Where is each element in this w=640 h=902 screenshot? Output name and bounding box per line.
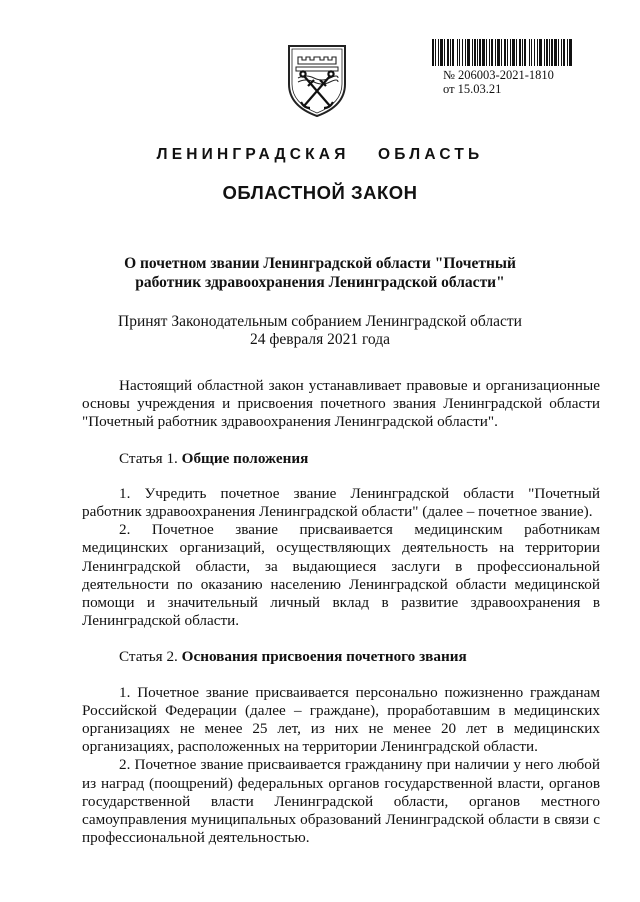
article-1-label: Статья 1. bbox=[119, 449, 178, 467]
law-title-line-2: работник здравоохранения Ленинградской области" bbox=[135, 274, 505, 291]
document-type-heading: ОБЛАСТНОЙ ЗАКОН bbox=[222, 182, 418, 203]
article-1-paragraph-1: 1. Учредить почетное звание Ленинградской области "Почетный работник здравоохранения Ленинградской области" (далее – почетное звание). bbox=[82, 484, 600, 521]
law-title-line-1: О почетном звании Ленинградской области "Почетный bbox=[124, 255, 516, 272]
coat-of-arms-emblem bbox=[286, 42, 348, 118]
article-2-heading bbox=[82, 648, 600, 666]
adoption-line-1: Принят Законодательным собранием Ленинградской области bbox=[118, 313, 522, 330]
article-1-title: Общие положения bbox=[181, 449, 309, 467]
registration-stamp bbox=[443, 68, 554, 96]
article-1-paragraph-2: 2. Почетное звание присваивается медицинским работникам медицинских организаций, осуществляющих деятельность на территории Ленинградской области, за выдающиеся заслуги в профессиональной деятельности по оказанию населению Ленинградской области медицинской помощи и значительный личный вклад в развитие здравоохранения в Ленинградской области. bbox=[82, 521, 600, 630]
barcode bbox=[432, 39, 573, 66]
region-heading: ЛЕНИНГРАДСКАЯ ОБЛАСТЬ bbox=[156, 146, 484, 163]
article-2-title: Основания присвоения почетного звания bbox=[181, 648, 467, 666]
article-2-label: Статья 2. bbox=[119, 648, 178, 666]
adoption-note bbox=[90, 313, 550, 349]
article-1-heading bbox=[82, 450, 600, 468]
preamble-paragraph: Настоящий областной закон устанавливает правовые и организационные основы учреждения и присвоения почетного звания Ленинградской области "Почетный работник здравоохранения Ленинградской области". bbox=[82, 377, 600, 431]
registration-date: от 15.03.21 bbox=[443, 82, 502, 96]
adoption-date: 24 февраля 2021 года bbox=[249, 331, 391, 348]
article-2-paragraph-1: 1. Почетное звание присваивается персонально пожизненно гражданам Российской Федерации (далее – граждане), проработавшим в медицинских организациях не менее 25 лет, из них не менее 20 лет в медицинских организациях, расположенных на территории Ленинградской области. bbox=[82, 683, 600, 756]
article-2-paragraph-2: 2. Почетное звание присваивается гражданину при наличии у него любой из наград (поощрений) федеральных органов государственной власти, органов государственной власти Ленинградской области, органов местного самоуправления муниципальных образований Ленинградской области в связи с профессиональной деятельностью. bbox=[82, 756, 600, 847]
law-title bbox=[100, 254, 540, 292]
registration-number: № 206003-2021-1810 bbox=[443, 68, 554, 82]
law-body bbox=[82, 377, 600, 847]
